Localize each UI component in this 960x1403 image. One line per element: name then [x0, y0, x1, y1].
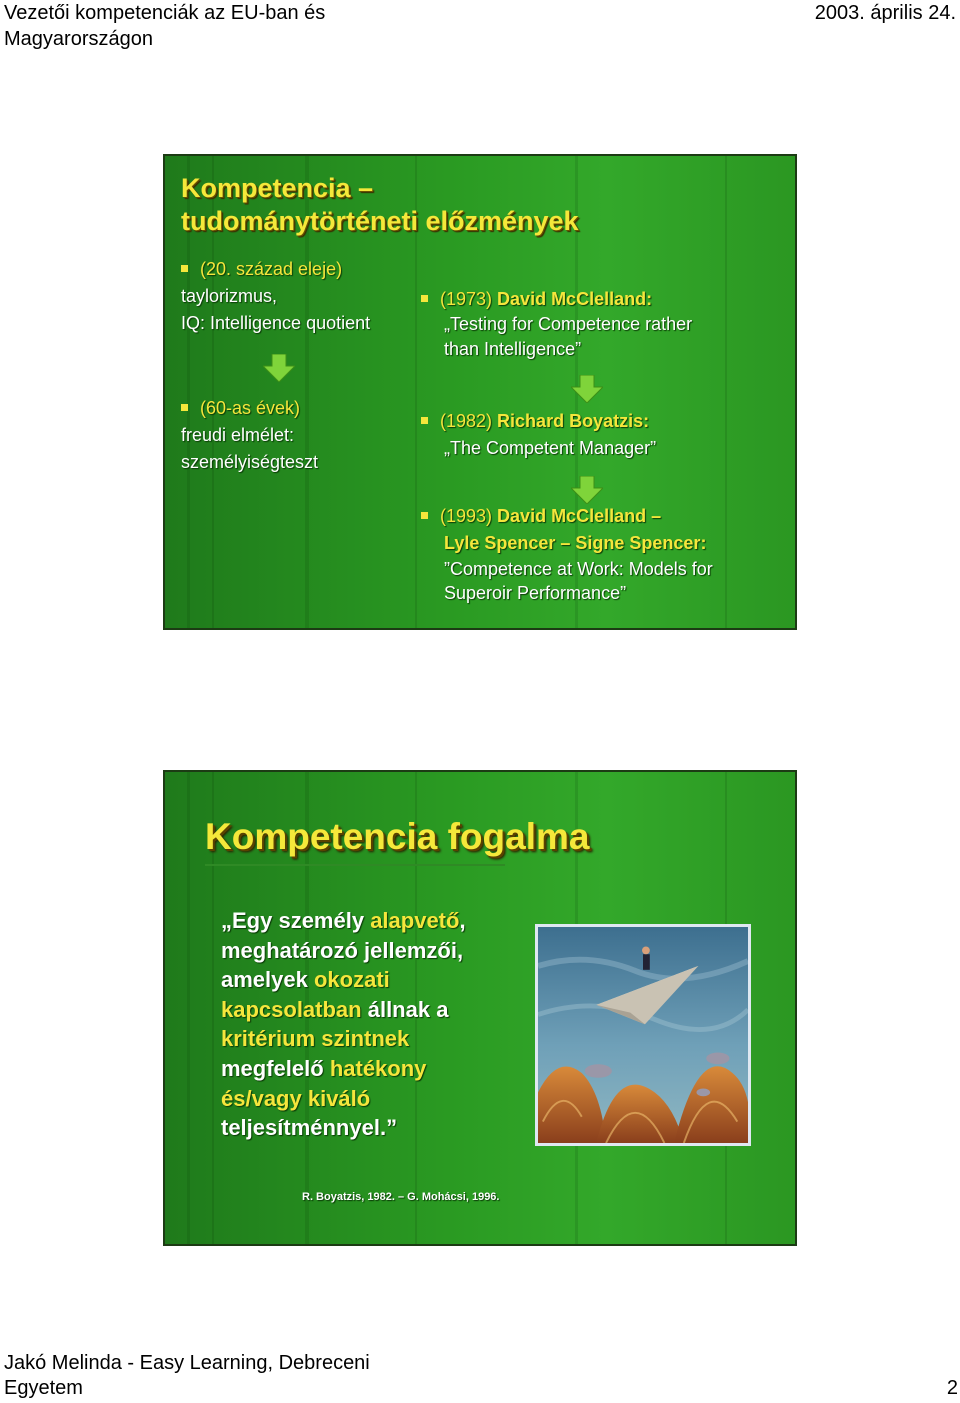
- bullet-icon: [181, 265, 188, 272]
- arrow-down-icon: [571, 476, 603, 504]
- bullet-freud: (60-as évek) freudi elmélet: személyiségteszt: [181, 398, 319, 472]
- bullet-taylorism: (20. század eleje) taylorizmus, IQ: Intelligence quotient: [181, 259, 371, 333]
- header-title-line1: Vezetői kompetenciák az EU-ban és: [4, 2, 326, 24]
- citation: R. Boyatzis, 1982. – G. Mohácsi, 1996.: [302, 1191, 500, 1203]
- slide2-title: Kompetencia fogalma: [205, 816, 590, 857]
- page-number: 2: [946, 1377, 958, 1399]
- paper-plane-illustration: [535, 924, 751, 1146]
- header-date: 2003. április 24.: [814, 2, 956, 24]
- bullet-icon: [421, 512, 428, 519]
- bullet-icon: [421, 295, 428, 302]
- bullet-icon: [181, 404, 188, 411]
- arrow-down-icon: [571, 375, 603, 403]
- slide-definition: [163, 770, 797, 1246]
- arrow-down-icon: [263, 354, 295, 382]
- footer-author: Jakó Melinda - Easy Learning, Debreceni Egyetem: [4, 1352, 370, 1399]
- item-boyatzis-1982: (1982) Richard Boyatzis: „The Competent Manager”: [421, 408, 656, 462]
- definition-quote: „Egy személy alapvető, meghatározó jellemzői, amelyek okozati kapcsolatban állnak a kritérium szintnek megfelelő hatékony és/vagy kiváló teljesítménnyel.”: [221, 908, 466, 1141]
- separator: [205, 864, 505, 866]
- item-spencer-1993: (1993) David McClelland – Lyle Spencer – Signe Spencer: ”Competence at Work: Models for Superoir Performance”: [421, 503, 713, 605]
- item-mcclelland-1973: (1973) David McClelland: „Testing for Competence rather than Intelligence”: [421, 287, 692, 362]
- bullet-icon: [421, 417, 428, 424]
- header-title-line2: Magyarországon: [4, 28, 153, 50]
- document-header-title: [4, 0, 325, 52]
- slide-history: [163, 154, 797, 630]
- slide1-title: Kompetencia – tudománytörténeti előzmények: [181, 173, 579, 236]
